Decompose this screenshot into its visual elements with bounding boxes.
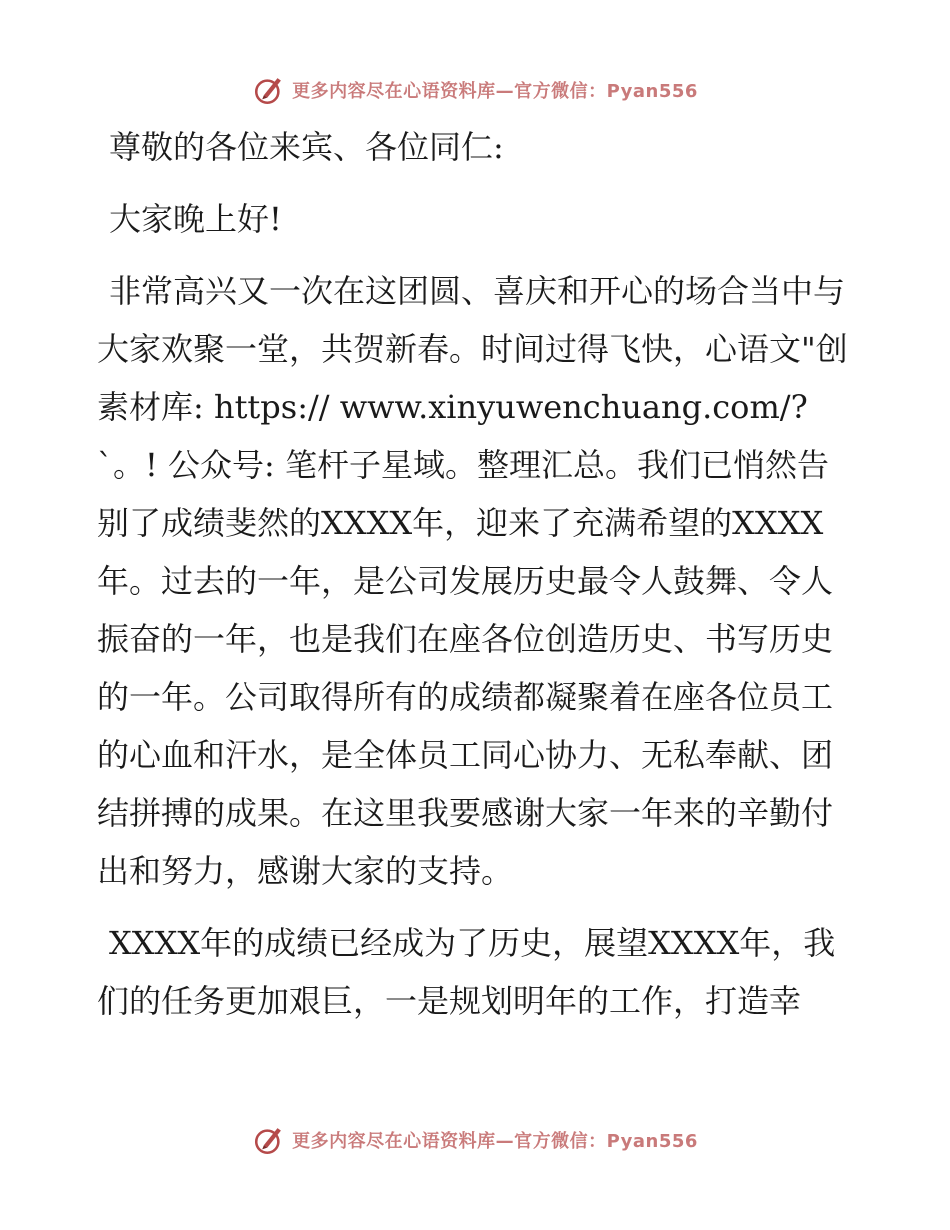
document-body: [97, 118, 857, 1044]
salutation: 尊敬的各位来宾、各位同仁:: [109, 128, 504, 166]
paragraph-2: XXXX年的成绩已经成为了历史，展望XXXX年，我们的任务更加艰巨，一是规划明年的工作，打造幸: [97, 924, 836, 1020]
footer-banner: [0, 1120, 950, 1160]
header-banner: [0, 70, 950, 110]
header-banner-text: 更多内容尽在心语资料库—官方微信：Pyan556: [292, 81, 698, 102]
footer-banner-text: 更多内容尽在心语资料库—官方微信：Pyan556: [292, 1131, 698, 1152]
pen-logo-icon: [252, 73, 286, 107]
greeting: 大家晚上好!: [109, 200, 282, 238]
pen-logo-icon: [252, 1123, 286, 1157]
paragraph-1: 非常高兴又一次在这团圆、喜庆和开心的场合当中与大家欢聚一堂，共贺新春。时间过得飞快，心语文"创素材库: https:// www.xinyuwenchuang.com/?`。! 公众号: 笔杆子星域。整理汇总。我们已悄然告别了成绩斐然的XXXX年，迎来了充满希望的XXXX年。过去的一年，是公司发展历史最令人鼓舞、令人振奋的一年，也是我们在座各位创造历史、书写历史的一年。公司取得所有的成绩都凝聚着在座各位员工的心血和汗水，是全体员工同心协力、无私奉献、团结拼搏的成果。在这里我要感谢大家一年来的辛勤付出和努力，感谢大家的支持。: [97, 272, 848, 890]
